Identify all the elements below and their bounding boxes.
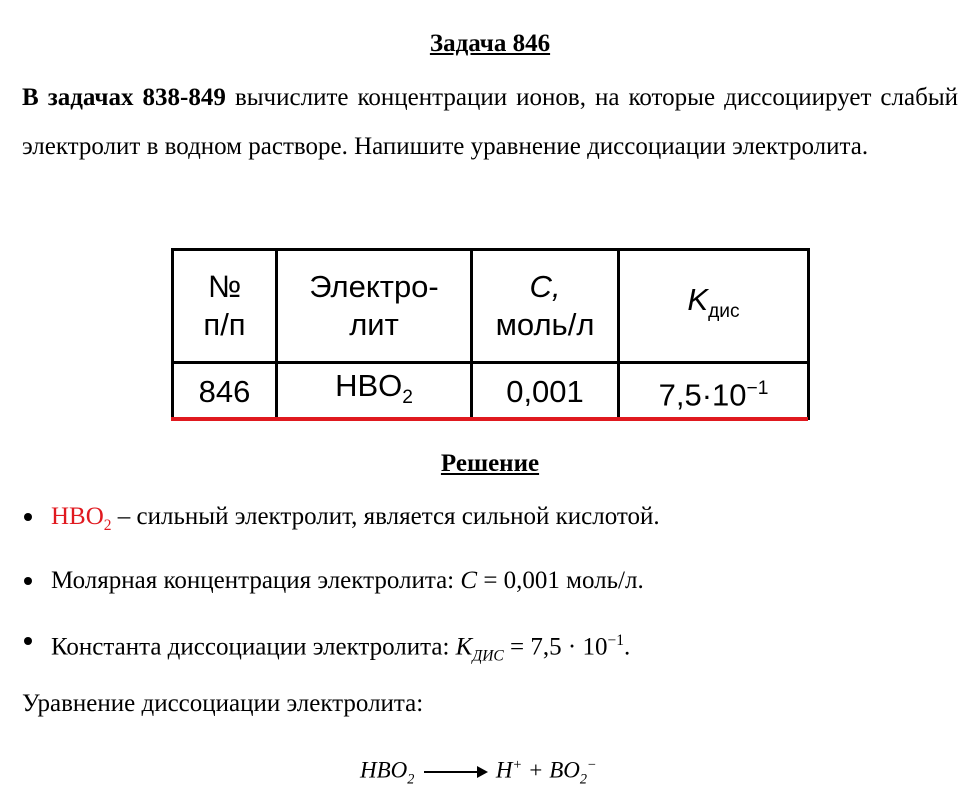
electrolyte-formula: $HBO_2$ bbox=[51, 503, 112, 534]
list-item: $HBO_2$ – сильный электролит, является сильной кислотой. bbox=[22, 497, 962, 546]
task-range: В задачах 838-849 bbox=[22, 84, 226, 111]
cell-number: 846 bbox=[173, 363, 277, 420]
data-table bbox=[171, 248, 810, 420]
table-row bbox=[173, 363, 809, 420]
task-statement bbox=[22, 73, 958, 171]
bullet-icon bbox=[24, 577, 32, 585]
table-header-row bbox=[173, 250, 809, 363]
bullet-icon bbox=[24, 513, 32, 521]
list-item: Константа диссоциации электролита: $K_{ДИС} = 7,5 \cdot 10^{-1}$. bbox=[22, 621, 962, 676]
task-title: Задача 846 bbox=[429, 30, 551, 57]
equation-heading: Уравнение диссоциации электролита: bbox=[22, 690, 424, 717]
task-text: вычислите концентрации ионов, на которые диссоциирует слабый электролит в водном растворе. Напишите уравнение диссоциации электролита. bbox=[22, 84, 958, 160]
header-k-dis: $K_{дис}$ bbox=[619, 250, 809, 363]
cell-k-dis: $7,5\cdot 10^{-1}$ bbox=[619, 363, 809, 420]
dissociation-equation: $HBO_2$ $H^+ + BO_2^-$ bbox=[360, 757, 597, 788]
header-concentration: С, моль/л bbox=[472, 250, 619, 363]
cell-concentration: 0,001 bbox=[472, 363, 619, 420]
solution-list bbox=[22, 497, 962, 676]
header-number: № п/п bbox=[173, 250, 277, 363]
arrow-right-icon bbox=[424, 771, 486, 773]
list-item: Молярная концентрация электролита: C = 0,001 моль/л. bbox=[22, 561, 962, 601]
table-underline bbox=[171, 417, 808, 421]
cell-electrolyte: $HBO_2$ bbox=[277, 363, 472, 420]
bullet-icon bbox=[24, 637, 32, 645]
solution-title: Решение bbox=[440, 450, 540, 477]
header-electrolyte: Электро- лит bbox=[277, 250, 472, 363]
